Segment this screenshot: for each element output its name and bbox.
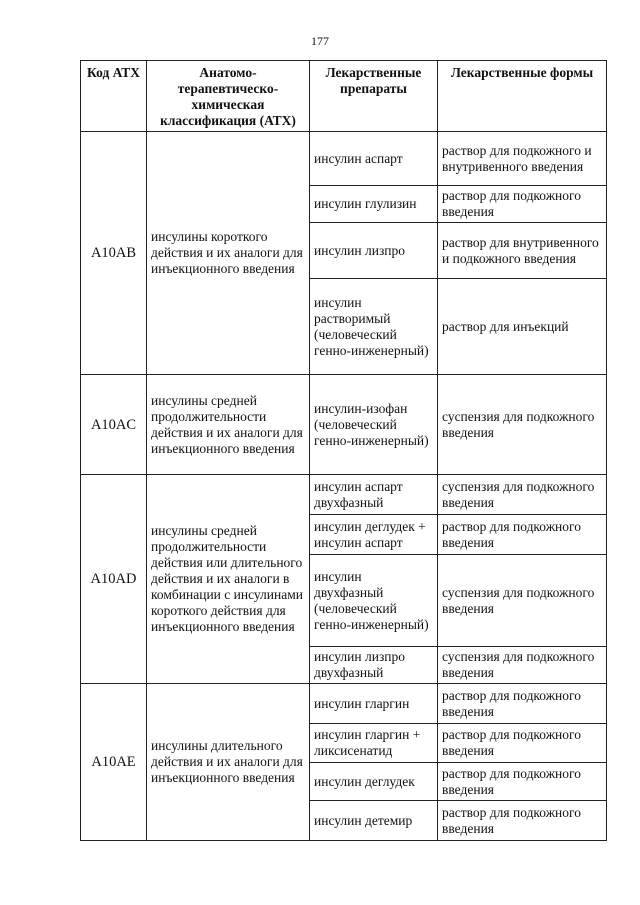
drug-name: инсулин детемир — [310, 801, 438, 841]
dosage-form: суспензия для подкожного введения — [438, 555, 607, 647]
table-row — [81, 684, 607, 724]
drug-name: инсулин гларгин — [310, 684, 438, 724]
drug-name: инсулин двухфазный (человеческий генно-инженерный) — [310, 555, 438, 647]
dosage-form: раствор для подкожного введения — [438, 515, 607, 555]
dosage-form: раствор для внутривенного и подкожного введения — [438, 223, 607, 279]
dosage-form: раствор для подкожного введения — [438, 763, 607, 801]
dosage-form: раствор для подкожного введения — [438, 724, 607, 763]
page-number: 177 — [311, 34, 329, 48]
header-code: Код АТХ — [81, 61, 147, 132]
atc-drug-table — [80, 60, 607, 841]
drug-name: инсулин аспарт двухфазный — [310, 475, 438, 515]
drug-name: инсулин-изофан (человеческий генно-инженерный) — [310, 375, 438, 475]
group-classification: инсулины короткого действия и их аналоги для инъекционного введения — [147, 132, 310, 375]
dosage-form: раствор для подкожного и внутривенного введения — [438, 132, 607, 186]
drug-name: инсулин глулизин — [310, 186, 438, 223]
group-classification: инсулины длительного действия и их аналоги для инъекционного введения — [147, 684, 310, 841]
drug-name: инсулин лизпро — [310, 223, 438, 279]
dosage-form: суспензия для подкожного введения — [438, 647, 607, 684]
drug-name: инсулин лизпро двухфазный — [310, 647, 438, 684]
group-code: A10AE — [81, 684, 147, 841]
header-classification: Анатомо-терапевтическо-химическая классификация (АТХ) — [147, 61, 310, 132]
drug-name: инсулин аспарт — [310, 132, 438, 186]
dosage-form: суспензия для подкожного введения — [438, 375, 607, 475]
dosage-form: раствор для подкожного введения — [438, 684, 607, 724]
dosage-form: раствор для инъекций — [438, 279, 607, 375]
header-forms: Лекарственные формы — [438, 61, 607, 132]
dosage-form: суспензия для подкожного введения — [438, 475, 607, 515]
drug-name: инсулин деглудек — [310, 763, 438, 801]
table-row — [81, 132, 607, 186]
header-drugs: Лекарственные препараты — [310, 61, 438, 132]
table-row — [81, 375, 607, 475]
drug-name: инсулин гларгин + ликсисенатид — [310, 724, 438, 763]
dosage-form: раствор для подкожного введения — [438, 186, 607, 223]
drug-name: инсулин деглудек + инсулин аспарт — [310, 515, 438, 555]
table-row — [81, 475, 607, 515]
group-code: A10AC — [81, 375, 147, 475]
group-code: A10AD — [81, 475, 147, 684]
drug-name: инсулин растворимый (человеческий генно-инженерный) — [310, 279, 438, 375]
group-classification: инсулины средней продолжительности действия и их аналоги для инъекционного введения — [147, 375, 310, 475]
table-header-row — [81, 61, 607, 132]
group-code: A10AB — [81, 132, 147, 375]
group-classification: инсулины средней продолжительности действия или длительного действия и их аналоги в комбинации с инсулинами короткого действия для инъекционного введения — [147, 475, 310, 684]
dosage-form: раствор для подкожного введения — [438, 801, 607, 841]
